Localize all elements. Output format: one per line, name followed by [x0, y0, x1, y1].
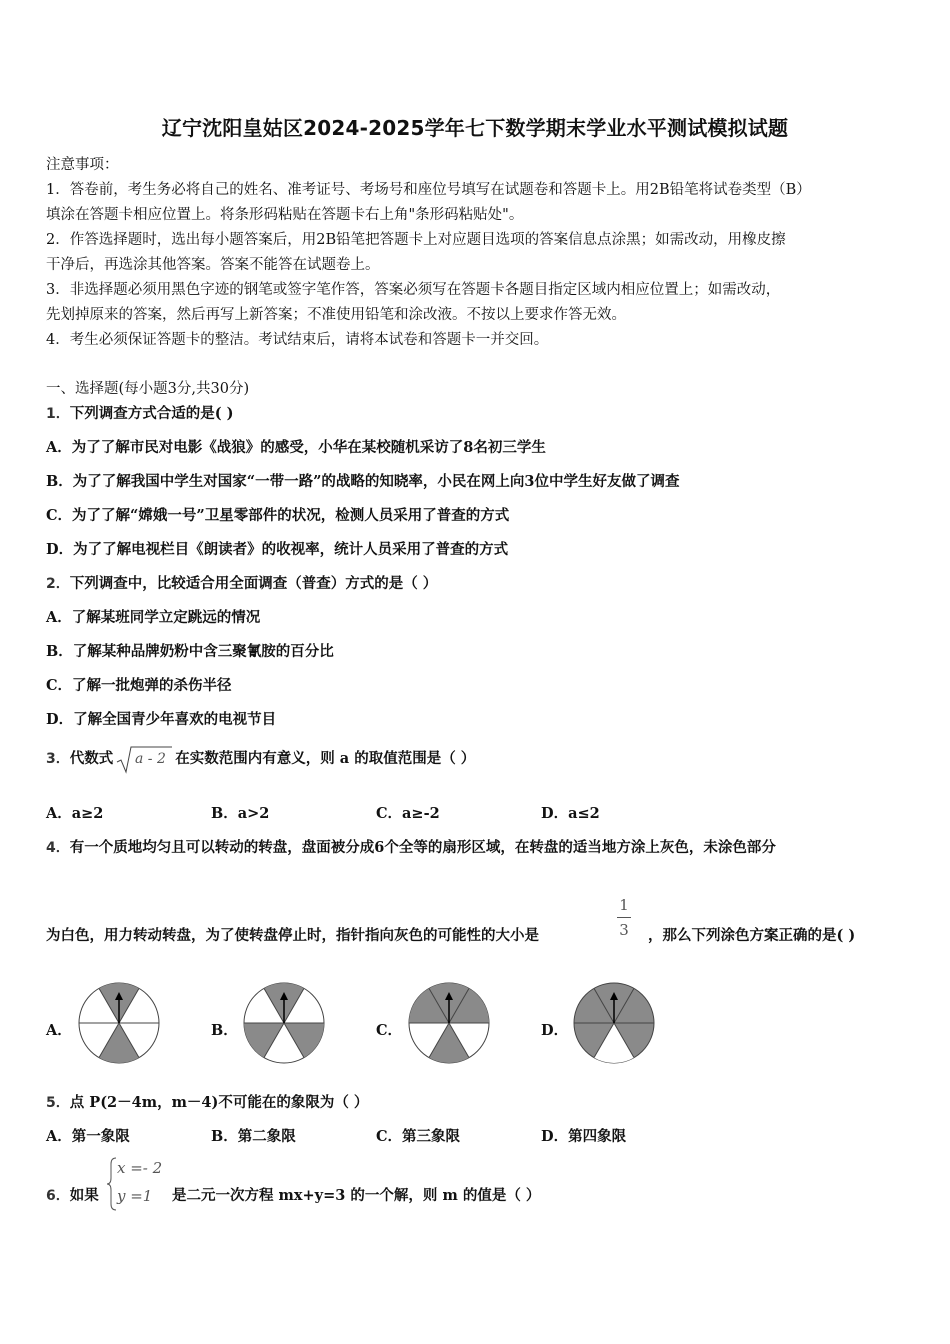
q2-option-a[interactable]: A．了解某班同学立定跳远的情况 [46, 609, 261, 626]
question-4 [46, 836, 776, 857]
notice-line: 干净后，再选涂其他答案。答案不能答在试题卷上。 [46, 257, 380, 273]
question-4-line2a: 为白色，用力转动转盘，为了使转盘停止时，指针指向灰色的可能性的大小是 [46, 927, 539, 944]
question-number: 1． [46, 406, 70, 422]
question-5 [46, 1091, 368, 1112]
q2-option-d[interactable]: D．了解全国青少年喜欢的电视节目 [46, 711, 277, 728]
q2-option-c[interactable]: C．了解一批炮弹的杀伤半径 [46, 677, 232, 694]
question-stem-post: 是二元一次方程 mx+y=3 的一个解，则 m 的值是（ ） [172, 1187, 541, 1204]
notice-line: 4．考生必须保证答题卡的整洁。考试结束后，请将本试卷和答题卡一并交回。 [46, 332, 549, 348]
fraction-denominator: 3 [619, 921, 629, 939]
q4-option-b[interactable]: B． [211, 1022, 238, 1039]
question-number: 5． [46, 1095, 70, 1111]
notice-line: 填涂在答题卡相应位置上。将条形码粘贴在答题卡右上角"条形码粘贴处"。 [46, 207, 524, 223]
q4-option-d[interactable]: D． [541, 1022, 569, 1039]
q1-option-d[interactable]: D．为了了解电视栏目《朗读者》的收视率，统计人员采用了普查的方式 [46, 541, 509, 558]
sqrt-expression [115, 744, 173, 774]
question-stem: 点 P(2－4m，m－4)不可能在的象限为（ ） [69, 1094, 369, 1111]
notice-line: 1．答卷前，考生务必将自己的姓名、准考证号、考场号和座位号填写在试题卷和答题卡上。用2B铅笔将试卷类型（B） [46, 182, 811, 198]
radicand: a - 2 [135, 751, 167, 767]
notice-line: 3．非选择题必须用黑色字迹的钢笔或签字笔作答，答案必须写在答题卡各题目指定区域内相应位置上；如需改动， [46, 282, 781, 298]
question-2 [46, 572, 437, 593]
question-4-line2b: ，那么下列涂色方案正确的是( ) [648, 927, 856, 944]
question-stem-line1: 有一个质地均匀且可以转动的转盘，盘面被分成6个全等的扇形区域，在转盘的适当地方涂上灰色，未涂色部分 [69, 839, 776, 856]
q1-option-c[interactable]: C．为了了解“嫦娥一号”卫星零部件的状况，检测人员采用了普查的方式 [46, 507, 510, 524]
q1-option-a[interactable]: A．为了了解市民对电影《战狼》的感受，小华在某校随机采访了8名初三学生 [46, 439, 546, 456]
question-stem: 下列调查方式合适的是( ) [69, 405, 234, 422]
fraction-numerator: 1 [619, 896, 629, 914]
q5-option-d[interactable]: D．第四象限 [541, 1128, 627, 1145]
q1-option-b[interactable]: B．为了了解我国中学生对国家“一带一路”的战略的知晓率，小民在网上向3位中学生好友做了调查 [46, 473, 680, 490]
question-number: 2． [46, 576, 70, 592]
q3-option-c[interactable]: C．a≥-2 [376, 805, 440, 822]
spinner-c-icon[interactable] [408, 982, 490, 1064]
notice-line: 先划掉原来的答案，然后再写上新答案；不准使用铅笔和涂改液。不按以上要求作答无效。 [46, 307, 626, 323]
spinner-b-icon[interactable] [243, 982, 325, 1064]
question-stem-post: 在实数范围内有意义，则 a 的取值范围是（ ） [175, 750, 476, 767]
q2-option-b[interactable]: B．了解某种品牌奶粉中含三聚氰胺的百分比 [46, 643, 334, 660]
q5-option-c[interactable]: C．第三象限 [376, 1128, 461, 1145]
question-3 [46, 744, 475, 774]
section-heading: 一、选择题(每小题3分,共30分) [46, 381, 250, 397]
spinner-a-icon[interactable] [78, 982, 160, 1064]
notice-heading: 注意事项： [46, 157, 119, 173]
equation-2: y =1 [117, 1187, 153, 1205]
question-1 [46, 402, 234, 423]
question-stem-pre: 如果 [69, 1187, 99, 1204]
q4-option-a[interactable]: A． [46, 1022, 72, 1039]
q4-option-c[interactable]: C． [376, 1022, 403, 1039]
q5-option-a[interactable]: A．第一象限 [46, 1128, 130, 1145]
q3-option-a[interactable]: A．a≥2 [46, 805, 104, 822]
question-number: 6． [46, 1188, 70, 1204]
question-stem-pre: 代数式 [69, 750, 114, 767]
question-stem: 下列调查中，比较适合用全面调查（普查）方式的是（ ） [69, 575, 438, 592]
fraction-bar [617, 917, 631, 918]
page-title: 辽宁沈阳皇姑区2024-2025学年七下数学期末学业水平测试模拟试题 [161, 116, 789, 140]
question-number: 4． [46, 840, 70, 856]
question-number: 3． [46, 751, 70, 767]
question-6 [46, 1184, 99, 1205]
q5-option-b[interactable]: B．第二象限 [211, 1128, 296, 1145]
spinner-d-icon[interactable] [573, 982, 655, 1064]
equation-1: x =- 2 [117, 1159, 163, 1177]
q3-option-d[interactable]: D．a≤2 [541, 805, 600, 822]
notice-line: 2．作答选择题时，选出每小题答案后，用2B铅笔把答题卡上对应题目选项的答案信息点涂黑；如需改动，用橡皮擦 [46, 232, 786, 248]
q3-option-b[interactable]: B．a>2 [211, 805, 270, 822]
